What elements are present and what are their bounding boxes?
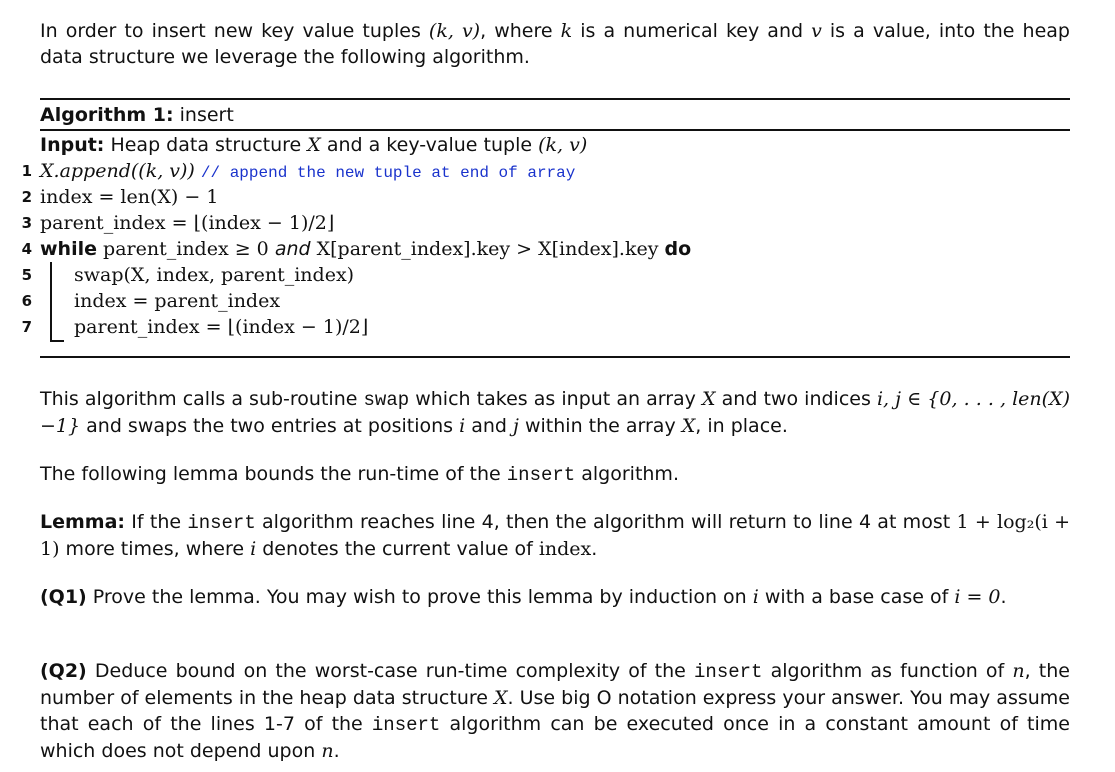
algorithm-top-rule xyxy=(40,98,1070,100)
algorithm-title: Algorithm 1: insert xyxy=(40,104,234,126)
algorithm-input: Input: Heap data structure X and a key-value tuple (k, v) xyxy=(40,134,588,156)
algorithm-block xyxy=(21,98,1070,360)
algorithm-line: 1 X.append((k, v)) // append the new tuple at end of array xyxy=(40,158,575,184)
swap-paragraph: This algorithm calls a sub-routine swap which takes as input an array X and two indices i, j ∈ {0, . . . , len(X)−1} and swaps the two entries at positions i and j within the array X, in place. xyxy=(40,388,1071,437)
bound-paragraph: The following lemma bounds the run-time of the insert algorithm. xyxy=(40,463,679,486)
algorithm-bottom-rule xyxy=(40,356,1070,358)
line-number: 6 xyxy=(21,292,32,310)
line-number: 4 xyxy=(21,240,32,258)
line-number: 1 xyxy=(21,162,32,180)
keyword-do: do xyxy=(664,238,692,260)
algorithm-line: 3 parent_index = ⌊(index − 1)/2⌋ xyxy=(40,210,334,236)
line-number: 5 xyxy=(21,266,32,284)
algorithm-line: 7 parent_index = ⌊(index − 1)/2⌋ xyxy=(74,314,368,340)
line-number: 3 xyxy=(21,214,32,232)
lemma-paragraph: Lemma: If the insert algorithm reaches line 4, then the algorithm will return to line 4 at most 1 + log₂(i + 1) more times, where i denotes the current value of index. xyxy=(40,511,1071,560)
algorithm-line: 5 swap(X, index, parent_index) xyxy=(74,262,354,288)
keyword-while: while xyxy=(40,238,97,260)
question-2: (Q2) Deduce bound on the worst-case run-time complexity of the insert algorithm as function of n, the number of elements in the heap data structure X. Use big O notation express your answer. You may assume that each of the lines 1-7 of the insert algorithm can be executed once in a constant amount of time which does not depend upon n. xyxy=(40,660,1070,762)
lemma-label: Lemma: xyxy=(40,511,126,533)
algorithm-line: 4 while parent_index ≥ 0 and X[parent_index].key > X[index].key do xyxy=(40,236,691,262)
algorithm-title-rule xyxy=(40,129,1070,131)
code-comment: // append the new tuple at end of array xyxy=(200,164,576,182)
algorithm-line: 6 index = parent_index xyxy=(74,288,280,314)
line-number: 2 xyxy=(21,188,32,206)
q2-label: (Q2) xyxy=(40,660,87,682)
loop-body-foot xyxy=(50,340,64,342)
loop-body-bar xyxy=(50,262,52,340)
q1-label: (Q1) xyxy=(40,586,87,608)
intro-paragraph: In order to insert new key value tuples (k, v), where k is a numerical key and v is a value, into the heap data structure we leverage the following algorithm. xyxy=(40,20,1070,68)
tuple-kv: (k, v) xyxy=(428,20,481,42)
question-1: (Q1) Prove the lemma. You may wish to prove this lemma by induction on i with a base case of i = 0. xyxy=(40,586,1007,608)
algorithm-line: 2 index = len(X) − 1 xyxy=(40,184,218,210)
line-number: 7 xyxy=(21,318,32,336)
